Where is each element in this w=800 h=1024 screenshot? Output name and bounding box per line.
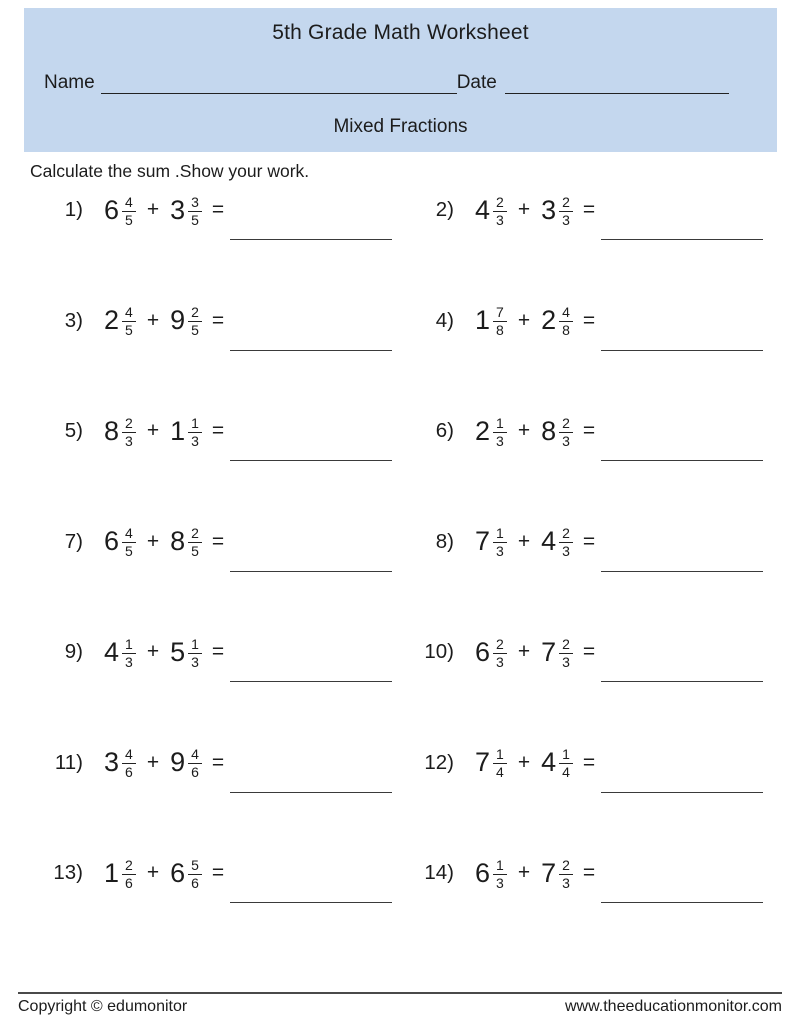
worksheet-subtitle: Mixed Fractions (333, 116, 468, 137)
plus-sign: + (146, 640, 160, 664)
problem-item-9 (15, 597, 400, 708)
answer-blank-line[interactable] (601, 681, 763, 682)
fraction (493, 747, 507, 780)
mixed-number-first (475, 746, 507, 779)
mixed-number-second (541, 415, 573, 448)
equals-sign: = (211, 750, 225, 774)
problem-number: 3) (64, 308, 83, 332)
answer-blank-line[interactable] (230, 571, 392, 572)
fraction-numerator: 2 (493, 195, 507, 212)
fraction-denominator: 5 (191, 322, 199, 339)
fraction-denominator: 6 (125, 764, 133, 781)
fraction-denominator: 5 (125, 543, 133, 560)
fraction-denominator: 3 (191, 432, 199, 449)
fraction-denominator: 8 (496, 322, 504, 339)
plus-sign: + (517, 419, 531, 443)
fraction-denominator: 6 (191, 764, 199, 781)
mixed-number-second (541, 304, 573, 337)
whole-number: 2 (104, 305, 120, 336)
whole-number: 6 (475, 636, 491, 667)
whole-number: 6 (104, 194, 120, 225)
mixed-number-second (541, 857, 573, 890)
instructions-text: Calculate the sum .Show your work. (30, 161, 310, 181)
problem-item-12 (400, 708, 785, 819)
mixed-number-second (170, 304, 202, 337)
fraction (122, 858, 136, 891)
whole-number: 3 (170, 194, 186, 225)
fraction-denominator: 6 (191, 874, 199, 891)
equals-sign: = (582, 198, 596, 222)
whole-number: 1 (475, 305, 491, 336)
fraction (122, 747, 136, 780)
fraction (559, 526, 573, 559)
mixed-number-first (104, 415, 136, 448)
whole-number: 1 (170, 415, 186, 446)
problem-number: 9) (64, 640, 83, 664)
fraction (493, 637, 507, 670)
problem-item-1 (15, 155, 400, 266)
problem-item-7 (15, 487, 400, 598)
fraction-denominator: 3 (496, 432, 504, 449)
answer-blank-line[interactable] (601, 902, 763, 903)
fraction-numerator: 4 (188, 747, 202, 764)
answer-blank-line[interactable] (601, 571, 763, 572)
website-text: www.theeducationmonitor.com (565, 998, 782, 1015)
fraction-numerator: 1 (559, 747, 573, 764)
mixed-number-second (170, 415, 202, 448)
problem-number: 6) (435, 419, 454, 443)
fraction (122, 195, 136, 228)
worksheet-title: 5th Grade Math Worksheet (272, 21, 529, 44)
problems-grid (15, 155, 785, 929)
fraction-denominator: 8 (562, 322, 570, 339)
whole-number: 9 (170, 305, 186, 336)
problem-number: 2) (435, 198, 454, 222)
problem-item-10 (400, 597, 785, 708)
problem-number: 10) (424, 640, 454, 664)
fraction (188, 637, 202, 670)
plus-sign: + (517, 640, 531, 664)
mixed-number-first (104, 525, 136, 558)
fraction-denominator: 4 (562, 764, 570, 781)
equals-sign: = (582, 529, 596, 553)
fraction-denominator: 5 (125, 211, 133, 228)
mixed-number-second (170, 636, 202, 669)
fraction (188, 416, 202, 449)
fraction (559, 747, 573, 780)
fraction-numerator: 3 (188, 195, 202, 212)
fraction-denominator: 3 (562, 211, 570, 228)
whole-number: 4 (475, 194, 491, 225)
mixed-number-first (475, 857, 507, 890)
problem-item-13 (15, 818, 400, 929)
whole-number: 8 (541, 415, 557, 446)
whole-number: 6 (104, 526, 120, 557)
equals-sign: = (211, 308, 225, 332)
fraction-numerator: 1 (122, 637, 136, 654)
mixed-number-first (104, 194, 136, 227)
fraction-denominator: 6 (125, 874, 133, 891)
fraction-numerator: 2 (559, 195, 573, 212)
fraction-denominator: 3 (562, 432, 570, 449)
whole-number: 4 (541, 747, 557, 778)
fraction-numerator: 4 (122, 526, 136, 543)
whole-number: 1 (104, 857, 120, 888)
fraction-denominator: 3 (496, 874, 504, 891)
fraction-numerator: 2 (122, 858, 136, 875)
mixed-number-second (170, 194, 202, 227)
fraction (122, 526, 136, 559)
fraction (122, 416, 136, 449)
equals-sign: = (582, 308, 596, 332)
fraction (559, 305, 573, 338)
equals-sign: = (211, 419, 225, 443)
plus-sign: + (146, 419, 160, 443)
plus-sign: + (146, 308, 160, 332)
fraction (493, 195, 507, 228)
problem-number: 11) (54, 750, 83, 774)
fraction-numerator: 7 (493, 305, 507, 322)
date-blank-line[interactable] (505, 73, 729, 94)
problem-number: 1) (64, 198, 83, 222)
fraction-denominator: 3 (562, 543, 570, 560)
equals-sign: = (582, 750, 596, 774)
mixed-number-second (170, 525, 202, 558)
whole-number: 7 (541, 857, 557, 888)
fraction-numerator: 1 (188, 637, 202, 654)
fraction-denominator: 3 (125, 432, 133, 449)
answer-blank-line[interactable] (601, 460, 763, 461)
problem-number: 13) (53, 861, 83, 885)
equals-sign: = (211, 861, 225, 885)
fraction (559, 858, 573, 891)
fraction (493, 305, 507, 338)
answer-blank-line[interactable] (230, 681, 392, 682)
mixed-number-second (541, 636, 573, 669)
equals-sign: = (582, 640, 596, 664)
whole-number: 5 (170, 636, 186, 667)
answer-blank-line[interactable] (601, 792, 763, 793)
fraction (493, 416, 507, 449)
fraction (188, 526, 202, 559)
plus-sign: + (146, 750, 160, 774)
whole-number: 6 (170, 857, 186, 888)
fraction-numerator: 1 (493, 858, 507, 875)
name-date-row (24, 72, 777, 94)
problem-number: 8) (435, 529, 454, 553)
fraction (559, 416, 573, 449)
fraction (493, 526, 507, 559)
fraction-denominator: 3 (562, 874, 570, 891)
mixed-number-second (541, 525, 573, 558)
mixed-number-first (475, 636, 507, 669)
mixed-number-second (170, 857, 202, 890)
answer-blank-line[interactable] (230, 350, 392, 351)
fraction-denominator: 3 (125, 653, 133, 670)
whole-number: 4 (541, 526, 557, 557)
plus-sign: + (517, 750, 531, 774)
mixed-number-first (104, 636, 136, 669)
fraction-numerator: 1 (493, 747, 507, 764)
fraction (188, 747, 202, 780)
problem-item-2 (400, 155, 785, 266)
answer-blank-line[interactable] (230, 239, 392, 240)
fraction-numerator: 2 (188, 526, 202, 543)
mixed-number-second (541, 746, 573, 779)
whole-number: 9 (170, 747, 186, 778)
copyright-text: Copyright © edumonitor (18, 998, 188, 1015)
fraction-numerator: 5 (188, 858, 202, 875)
problem-item-8 (400, 487, 785, 598)
whole-number: 4 (104, 636, 120, 667)
plus-sign: + (517, 308, 531, 332)
fraction-denominator: 3 (191, 653, 199, 670)
answer-blank-line[interactable] (601, 239, 763, 240)
fraction-numerator: 2 (188, 305, 202, 322)
name-blank-line[interactable] (101, 73, 457, 94)
fraction-numerator: 2 (122, 416, 136, 433)
mixed-number-second (170, 746, 202, 779)
problem-number: 14) (424, 861, 454, 885)
whole-number: 3 (541, 194, 557, 225)
problem-number: 4) (435, 308, 454, 332)
fraction-denominator: 4 (496, 764, 504, 781)
fraction (122, 305, 136, 338)
fraction-denominator: 3 (496, 211, 504, 228)
equals-sign: = (211, 198, 225, 222)
problem-item-4 (400, 266, 785, 377)
problem-item-5 (15, 376, 400, 487)
page-footer (18, 992, 782, 1016)
fraction (188, 305, 202, 338)
answer-blank-line[interactable] (230, 460, 392, 461)
mixed-number-first (475, 194, 507, 227)
equals-sign: = (211, 640, 225, 664)
answer-blank-line[interactable] (230, 902, 392, 903)
mixed-number-first (475, 525, 507, 558)
problem-item-14 (400, 818, 785, 929)
equals-sign: = (211, 529, 225, 553)
fraction-numerator: 2 (493, 637, 507, 654)
fraction-numerator: 2 (559, 637, 573, 654)
plus-sign: + (517, 861, 531, 885)
plus-sign: + (517, 529, 531, 553)
plus-sign: + (517, 198, 531, 222)
fraction-denominator: 5 (125, 322, 133, 339)
problem-number: 5) (64, 419, 83, 443)
whole-number: 2 (475, 415, 491, 446)
mixed-number-second (541, 194, 573, 227)
whole-number: 7 (475, 526, 491, 557)
mixed-number-first (475, 415, 507, 448)
whole-number: 8 (104, 415, 120, 446)
whole-number: 2 (541, 305, 557, 336)
fraction (188, 858, 202, 891)
problem-item-3 (15, 266, 400, 377)
fraction-denominator: 3 (496, 543, 504, 560)
fraction-numerator: 1 (493, 416, 507, 433)
date-label: Date (456, 72, 497, 93)
fraction (188, 195, 202, 228)
fraction-denominator: 3 (496, 653, 504, 670)
mixed-number-first (104, 857, 136, 890)
fraction-denominator: 3 (562, 653, 570, 670)
equals-sign: = (582, 419, 596, 443)
mixed-number-first (104, 746, 136, 779)
fraction-numerator: 2 (559, 526, 573, 543)
fraction (559, 637, 573, 670)
mixed-number-first (104, 304, 136, 337)
worksheet-header (24, 8, 777, 152)
fraction (493, 858, 507, 891)
mixed-number-first (475, 304, 507, 337)
fraction (122, 637, 136, 670)
problem-number: 12) (424, 750, 454, 774)
answer-blank-line[interactable] (230, 792, 392, 793)
fraction-numerator: 1 (188, 416, 202, 433)
fraction-numerator: 4 (122, 305, 136, 322)
fraction-numerator: 2 (559, 858, 573, 875)
whole-number: 8 (170, 526, 186, 557)
answer-blank-line[interactable] (601, 350, 763, 351)
fraction-numerator: 4 (122, 195, 136, 212)
fraction-numerator: 1 (493, 526, 507, 543)
fraction-numerator: 4 (122, 747, 136, 764)
plus-sign: + (146, 198, 160, 222)
plus-sign: + (146, 861, 160, 885)
whole-number: 3 (104, 747, 120, 778)
whole-number: 6 (475, 857, 491, 888)
fraction-numerator: 2 (559, 416, 573, 433)
fraction-numerator: 4 (559, 305, 573, 322)
whole-number: 7 (541, 636, 557, 667)
problem-item-11 (15, 708, 400, 819)
fraction (559, 195, 573, 228)
whole-number: 7 (475, 747, 491, 778)
fraction-denominator: 5 (191, 211, 199, 228)
equals-sign: = (582, 861, 596, 885)
plus-sign: + (146, 529, 160, 553)
fraction-denominator: 5 (191, 543, 199, 560)
problem-item-6 (400, 376, 785, 487)
problem-number: 7) (64, 529, 83, 553)
name-label: Name (44, 72, 95, 93)
